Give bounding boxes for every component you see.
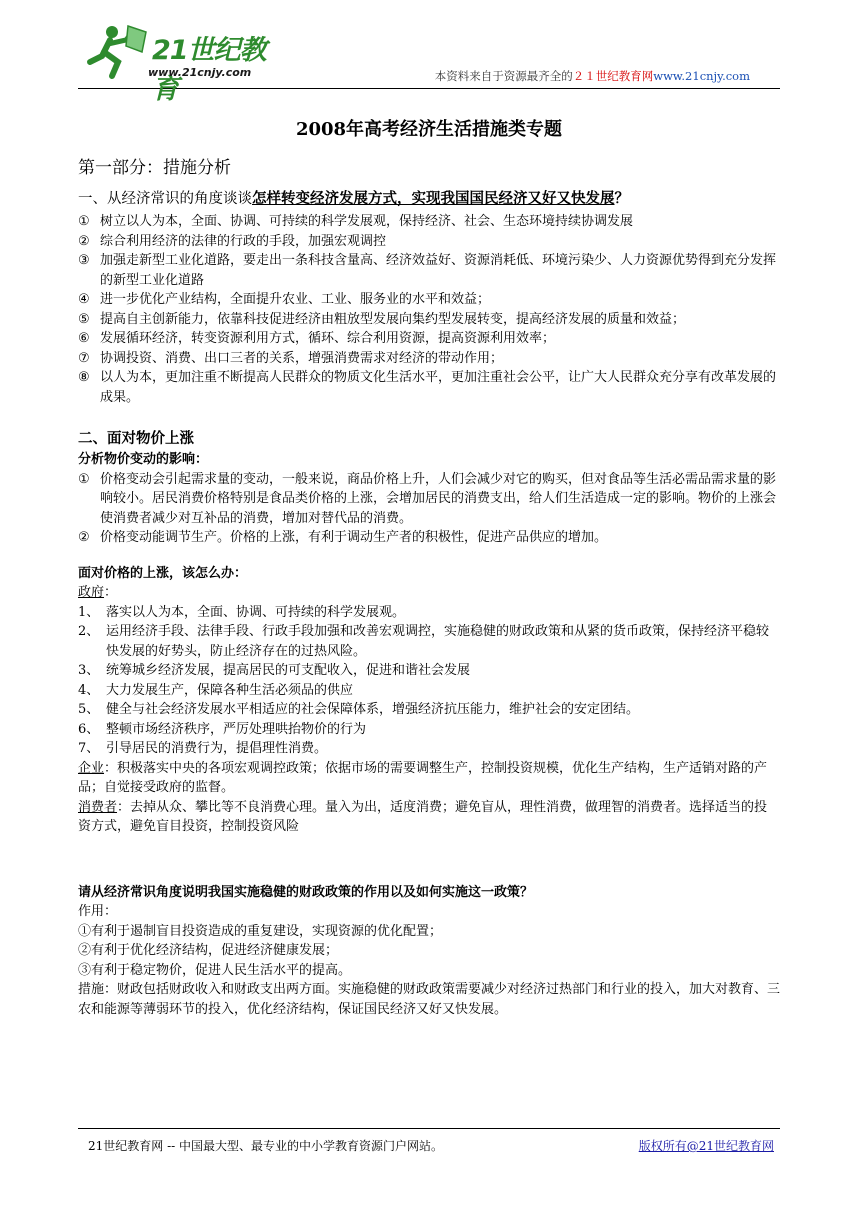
role-item: ①有利于遏制盲目投资造成的重复建设，实现资源的优化配置；: [78, 923, 443, 939]
list-item: 5、 健全与社会经济发展水平相适应的社会保障体系，增强经济抗压能力，维护社会的安定团结。: [78, 702, 640, 717]
list-item: ② 综合利用经济的法律的行政的手段，加强宏观调控: [78, 233, 387, 249]
list-item: 2、 运用经济手段、法律手段、行政手段加强和改善宏观调控，实施稳健的财政政策和从紧的货币政策，保持经济平稳较快发展的好势头，防止经济存在的过热风险。: [78, 624, 770, 659]
header-note-prefix: 本资料来自于资源最齐全的: [434, 69, 573, 83]
list-item: ① 价格变动会引起需求量的变动，一般来说，商品价格上升，人们会减少对它的购买，但对食品等生活必需品需求量的影响较小。居民消费价格特别是食品类价格的上涨，会增加居民的消费支出，给人们生活造成一定的影响。物价的上涨会使消费者减少对互补品的消费，增加对替代品的消费。: [78, 471, 777, 526]
list-item: ③ 加强走新型工业化道路，要走出一条科技含量高、经济效益好、资源消耗低、环境污染少、人力资源优势得到充分发挥的新型工业化道路: [78, 253, 777, 288]
list-item: ⑦ 协调投资、消费、出口三者的关系，增强消费需求对经济的带动作用；: [78, 350, 504, 366]
q-underline: 怎样转变经济发展方式，实现我国国民经济又好又快发展: [252, 190, 615, 207]
list-item: ① 树立以人为本，全面、协调、可持续的科学发展观，保持经济、社会、生态环境持续协调发展: [78, 214, 634, 229]
enterprise-paragraph: 企业：积极落实中央的各项宏观调控政策；依据市场的需要调整生产，控制投资规模，优化生产结构，生产适销对路的产品；自觉接受政府的监督。: [78, 760, 768, 795]
site-logo[interactable]: [82, 22, 282, 105]
logo-text: 21世纪教育: [152, 35, 266, 105]
header-note-url[interactable]: www.21cnjy.com: [653, 69, 750, 83]
footer-left: 21世纪教育网 -- 中国最大型、最专业的中小学教育资源门户网站。: [88, 1139, 444, 1153]
part1-list: [78, 212, 780, 407]
part3-question: 请从经济常识角度说明我国实施稳健的财政政策的作用以及如何实施这一政策？: [78, 884, 534, 900]
page-header: [78, 20, 780, 105]
list-item: 3、 统筹城乡经济发展，提高居民的可支配收入，促进和谐社会发展: [78, 663, 471, 678]
document-title: 2008年高考经济生活措施类专题: [295, 119, 563, 140]
list-item: ⑥ 发展循环经济，转变资源利用方式，循环、综合利用资源，提高资源利用效率；: [78, 331, 556, 346]
list-item: 7、 引导居民的消费行为，提倡理性消费。: [78, 741, 328, 756]
footer-copyright-link[interactable]: 版权所有@21世纪教育网: [638, 1139, 774, 1153]
gov-heading: 政府：: [78, 585, 118, 600]
q-suffix: ？: [614, 190, 629, 207]
role-label: 作用：: [78, 904, 118, 919]
list-item: ⑤ 提高自主创新能力，依靠科技促进经济由粗放型发展向集约型发展转变，提高经济发展的质量和效益；: [78, 311, 686, 327]
list-item: ④ 进一步优化产业结构，全面提升农业、工业、服务业的水平和效益；: [78, 292, 491, 307]
role-item: ②有利于优化经济结构，促进经济健康发展；: [78, 943, 339, 958]
header-note: [435, 68, 750, 84]
part2-title: 二、面对物价上涨: [78, 431, 194, 447]
document-body: [78, 118, 780, 1019]
q-prefix: 一、从经济常识的角度谈谈: [78, 191, 252, 207]
runner-logo-icon: [82, 22, 152, 82]
list-item: 1、 落实以人为本，全面、协调、可持续的科学发展观。: [78, 604, 406, 620]
list-item: 4、 大力发展生产，保障各种生活必须品的供应: [78, 682, 354, 698]
consumer-paragraph: 消费者：去掉从众、攀比等不良消费心理。量入为出，适度消费；避免盲从，理性消费，做理智的消费者。选择适当的投资方式，避免盲目投资，控制投资风险: [78, 799, 768, 834]
part1-title: 第一部分：措施分析: [78, 158, 231, 178]
list-item: 6、 整顿市场经济秩序，严厉处理哄抬物价的行为: [78, 721, 367, 737]
page-footer: [78, 1128, 780, 1153]
role-item: ③有利于稳定物价，促进人民生活水平的提高。: [78, 962, 352, 978]
header-note-brand: ２１世纪教育网: [572, 69, 654, 83]
part1-question: [78, 188, 780, 210]
list-item: ⑧ 以人为本，更加注重不断提高人民群众的物质文化生活水平，更加注重社会公平，让广大人民群众充分享有改革发展的成果。: [78, 370, 777, 405]
list-item: ② 价格变动能调节生产。价格的上涨，有利于调动生产者的积极性，促进产品供应的增加。: [78, 530, 608, 545]
logo-url: www.21cnjy.com: [148, 66, 252, 79]
part2-sub2: 面对价格的上涨，该怎么办：: [78, 565, 248, 581]
measure-paragraph: 措施：财政包括财政收入和财政支出两方面。实施稳健的财政政策需要减少对经济过热部门和行业的投入，加大对教育、三农和能源等薄弱环节的投入，优化经济结构，保证国民经济又好又快发展。: [78, 982, 781, 1017]
part2-sub1: 分析物价变动的影响：: [78, 452, 209, 467]
